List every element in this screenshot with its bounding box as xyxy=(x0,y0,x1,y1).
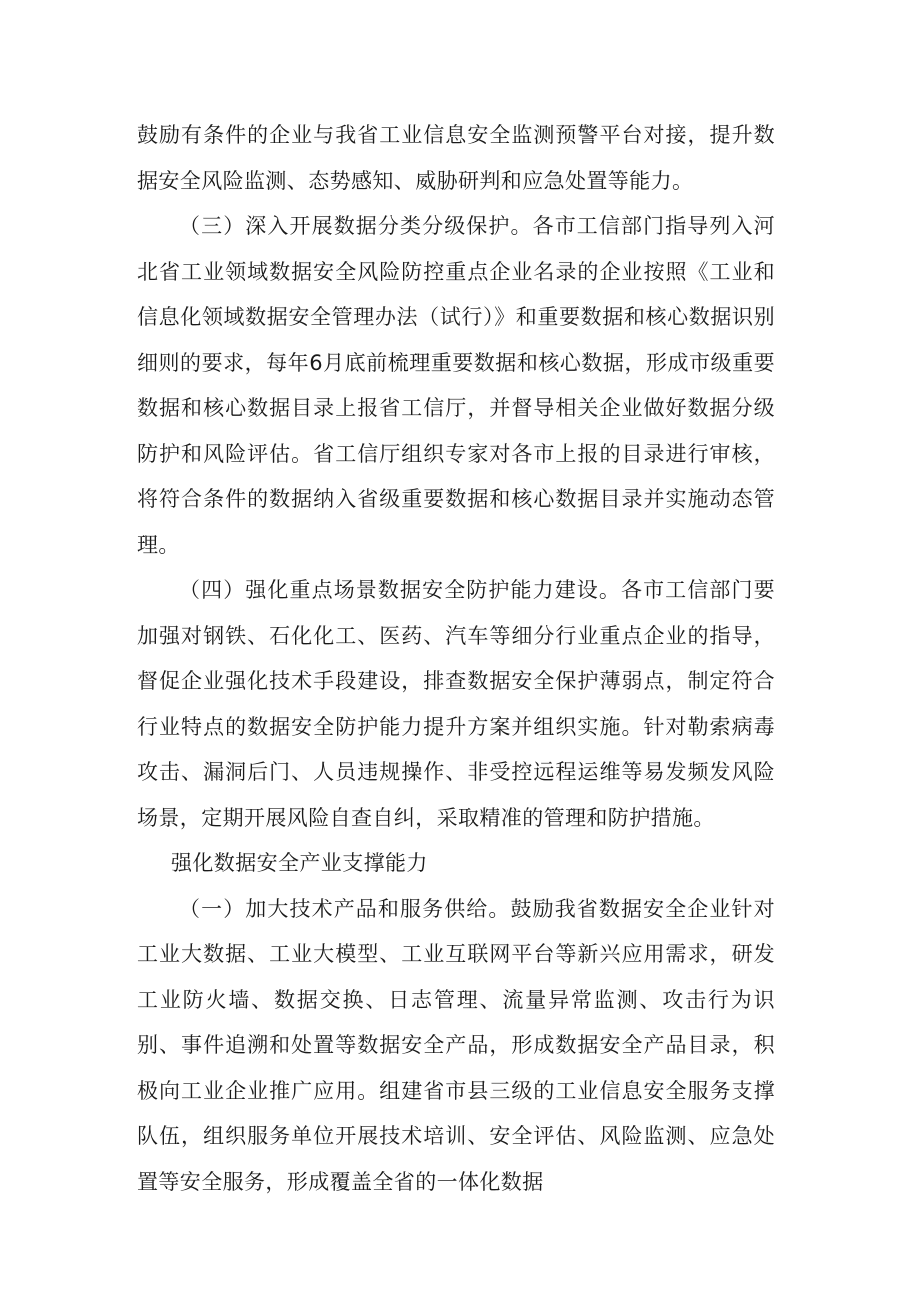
paragraph-item-4: （四）强化重点场景数据安全防护能力建设。各市工信部门要加强对钢铁、石化化工、医药、汽车等细分行业重点企业的指导，督促企业强化技术手段建设，排查数据安全保护薄弱点，制定符合行业特点的数据安全防护能力提升方案并组织实施。针对勒索病毒攻击、漏洞后门、人员违规操作、非受控远程运维等易发频发风险场景，定期开展风险自查自纠，采取精准的管理和防护措施。 xyxy=(137,578,775,830)
paragraph-item-1: （一）加大技术产品和服务供给。鼓励我省数据安全企业针对工业大数据、工业大模型、工业互联网平台等新兴应用需求，研发工业防火墙、数据交换、日志管理、流量异常监测、攻击行为识别、事件追溯和处置等数据安全产品，形成数据安全产品目录，积极向工业企业推广应用。组建省市县三级的工业信息安全服务支撑队伍，组织服务单位开展技术培训、安全评估、风险监测、应急处置等安全服务，形成覆盖全省的一体化数据 xyxy=(137,896,775,1194)
section-heading: 强化数据安全产业支撑能力 xyxy=(171,851,428,875)
paragraph-item-3: （三）深入开展数据分类分级保护。各市工信部门指导列入河北省工业领域数据安全风险防控重点企业名录的企业按照《工业和信息化领域数据安全管理办法（试行）》和重要数据和核心数据识别细则的要求，每年6月底前梳理重要数据和核心数据，形成市级重要数据和核心数据目录上报省工信厅，并督导相关企业做好数据分级防护和风险评估。省工信厅组织专家对各市上报的目录进行审核，将符合条件的数据纳入省级重要数据和核心数据目录并实施动态管理。 xyxy=(137,214,775,557)
document-body xyxy=(137,113,775,1205)
paragraph-continuation: 鼓励有条件的企业与我省工业信息安全监测预警平台对接，提升数据安全风险监测、态势感知、威胁研判和应急处置等能力。 xyxy=(137,123,775,193)
